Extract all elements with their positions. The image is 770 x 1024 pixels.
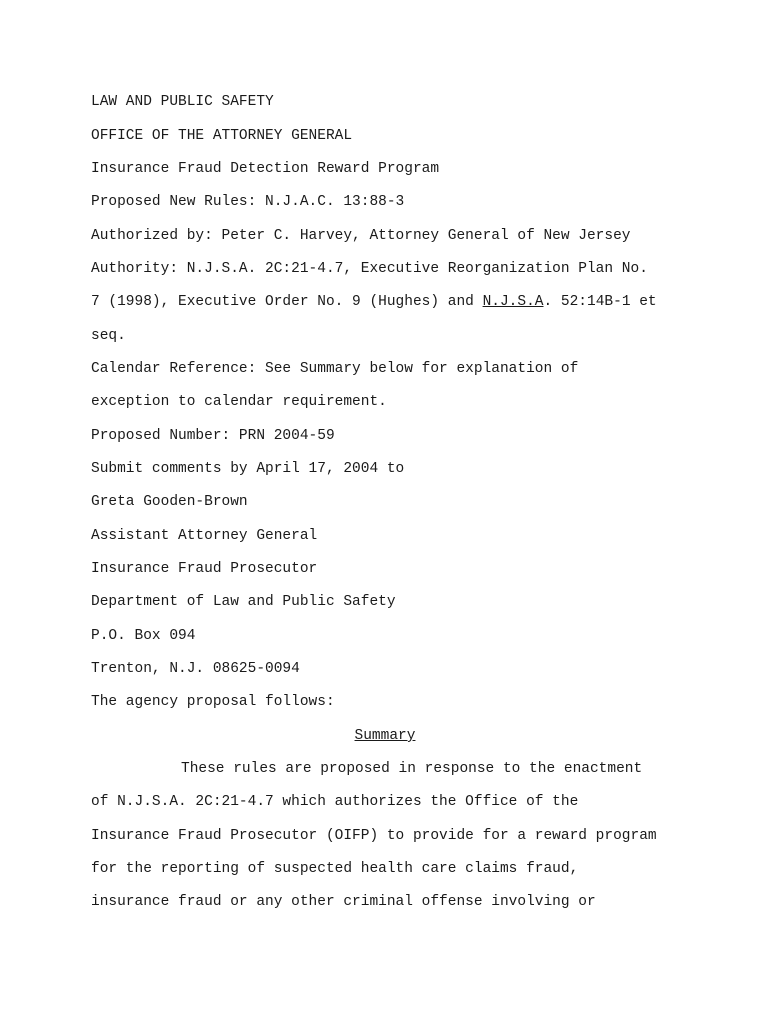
proposal-number-line: Proposed Number: PRN 2004-59 <box>91 428 335 444</box>
office-line: OFFICE OF THE ATTORNEY GENERAL <box>91 128 353 144</box>
authority-line-2 <box>91 293 657 311</box>
calendar-reference-line-2: exception to calendar requirement. <box>91 394 387 410</box>
summary-line-5: insurance fraud or any other criminal offense involving or <box>91 894 596 910</box>
department-line: LAW AND PUBLIC SAFETY <box>91 94 274 110</box>
summary-line-4: for the reporting of suspected health care claims fraud, <box>91 861 579 877</box>
contact-department: Department of Law and Public Safety <box>91 594 396 610</box>
proposal-follows-line: The agency proposal follows: <box>91 694 335 710</box>
contact-title-1: Assistant Attorney General <box>91 528 318 544</box>
proposed-rules-line: Proposed New Rules: N.J.A.C. 13:88-3 <box>91 194 405 210</box>
authorized-by-line: Authorized by: Peter C. Harvey, Attorney General of New Jersey <box>91 228 631 244</box>
authority-line-3: seq. <box>91 328 126 344</box>
contact-name: Greta Gooden-Brown <box>91 494 248 510</box>
summary-line-2: of N.J.S.A. 2C:21-4.7 which authorizes the Office of the <box>91 794 579 810</box>
contact-city: Trenton, N.J. 08625-0094 <box>91 661 300 677</box>
summary-line-3: Insurance Fraud Prosecutor (OIFP) to provide for a reward program <box>91 828 657 844</box>
summary-heading-text: Summary <box>354 728 416 744</box>
calendar-reference-line-1: Calendar Reference: See Summary below for explanation of <box>91 361 579 377</box>
contact-po-box: P.O. Box 094 <box>91 628 196 644</box>
authority-line-1: Authority: N.J.S.A. 2C:21-4.7, Executive Reorganization Plan No. <box>91 261 648 277</box>
contact-title-2: Insurance Fraud Prosecutor <box>91 561 318 577</box>
submit-comments-line: Submit comments by April 17, 2004 to <box>91 461 405 477</box>
statute-reference: N.J.S.A <box>482 294 544 310</box>
summary-heading <box>0 727 770 745</box>
authority-line-2-pre: 7 (1998), Executive Order No. 9 (Hughes) and <box>91 294 483 310</box>
program-line: Insurance Fraud Detection Reward Program <box>91 161 440 177</box>
authority-line-2-post: . 52:14B-1 et <box>543 294 657 310</box>
summary-line-1: These rules are proposed in response to the enactment <box>181 761 643 777</box>
